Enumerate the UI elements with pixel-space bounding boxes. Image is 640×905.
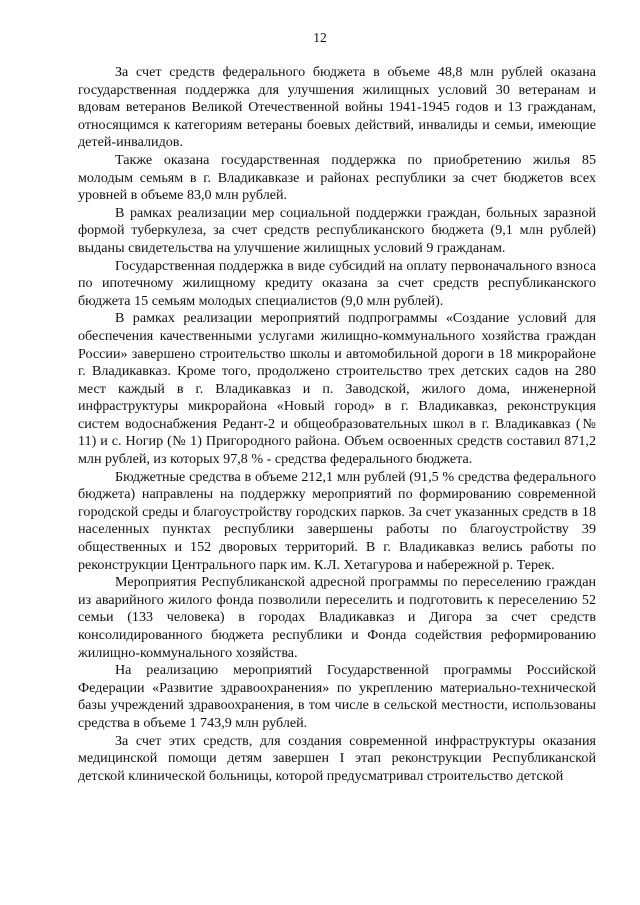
paragraph-childrens-hospital: За счет этих средств, для создания современной инфраструктуры оказания медицинской помощи детям завершен I этап реконструкции Республиканской детской клинической больницы, которой предусматривал строительство детской [78,732,596,784]
document-body [78,64,596,785]
paragraph-urban-environment: Бюджетные средства в объеме 212,1 млн рублей (91,5 % средства федерального бюджета) направлены на поддержку мероприятий по формированию современной городской среды и благоустройству городских парков. За счет указанных средств в 18 населенных пунктах республики завершены работы по благоустройству 39 общественных и 152 дворовых территорий. В г. Владикавказ велись работы по реконструкции Центрального парк им. К.Л. Хетагурова и набережной р. Терек. [78,468,596,573]
paragraph-healthcare-program: На реализацию мероприятий Государственной программы Российской Федерации «Развитие здравоохранения» по укреплению материально-технической базы учреждений здравоохранения, в том числе в сельской местности, использованы средства в объеме 1 743,9 млн рублей. [78,662,596,731]
paragraph-tuberculosis-support: В рамках реализации мер социальной поддержки граждан, больных заразной формой туберкулеза, за счет средств республиканского бюджета (9,1 млн рублей) выданы свидетельства на улучшение жилищных условий 9 гражданам. [78,204,596,256]
page-number: 12 [313,30,327,45]
paragraph-resettlement-program: Мероприятия Республиканской адресной программы по переселению граждан из аварийного жилого фонда позволили переселить и подготовить к переселению 52 семьи (133 человека) в городах Владикавказ и Дигора за счет средств консолидированного бюджета республики и Фонда содействия реформированию жилищно-коммунального хозяйства. [78,574,596,661]
paragraph-mortgage-subsidies: Государственная поддержка в виде субсидий на оплату первоначального взноса по ипотечному жилищному кредиту оказана за счет средств республиканского бюджета 15 семьям молодых специалистов (9,0 млн рублей). [78,257,596,309]
paragraph-young-families: Также оказана государственная поддержка по приобретению жилья 85 молодым семьям в г. Владикавказе и районах республики за счет бюджетов всех уровней в объеме 83,0 млн рублей. [78,151,596,204]
paragraph-utilities-subprogram: В рамках реализации мероприятий подпрограммы «Создание условий для обеспечения качественными услугами жилищно-коммунального хозяйства граждан России» завершено строительство школы и автомобильной дороги в 18 микрорайоне г. Владикавказ. Кроме того, продолжено строительство трех детских садов на 280 мест каждый в г. Владикавказ и п. Заводской, жилого дома, инженерной инфраструктуры микрорайона «Новый город» в г. Владикавказ, реконструкция систем водоснабжения Редант-2 и общеобразовательных школ в г. Владикавказ (№ 11) и с. Ногир (№ 1) Пригородного района. Объем освоенных средств составил 871,2 млн рублей, из которых 97,8 % - средства федерального бюджета. [78,310,596,468]
paragraph-veterans-housing: За счет средств федерального бюджета в объеме 48,8 млн рублей оказана государственная поддержка для улучшения жилищных условий 30 ветеранам и вдовам ветеранов Великой Отечественной войны 1941-1945 годов и 13 гражданам, относящимся к категориям ветераны боевых действий, инвалиды и семьи, имеющие детей-инвалидов. [78,64,596,151]
